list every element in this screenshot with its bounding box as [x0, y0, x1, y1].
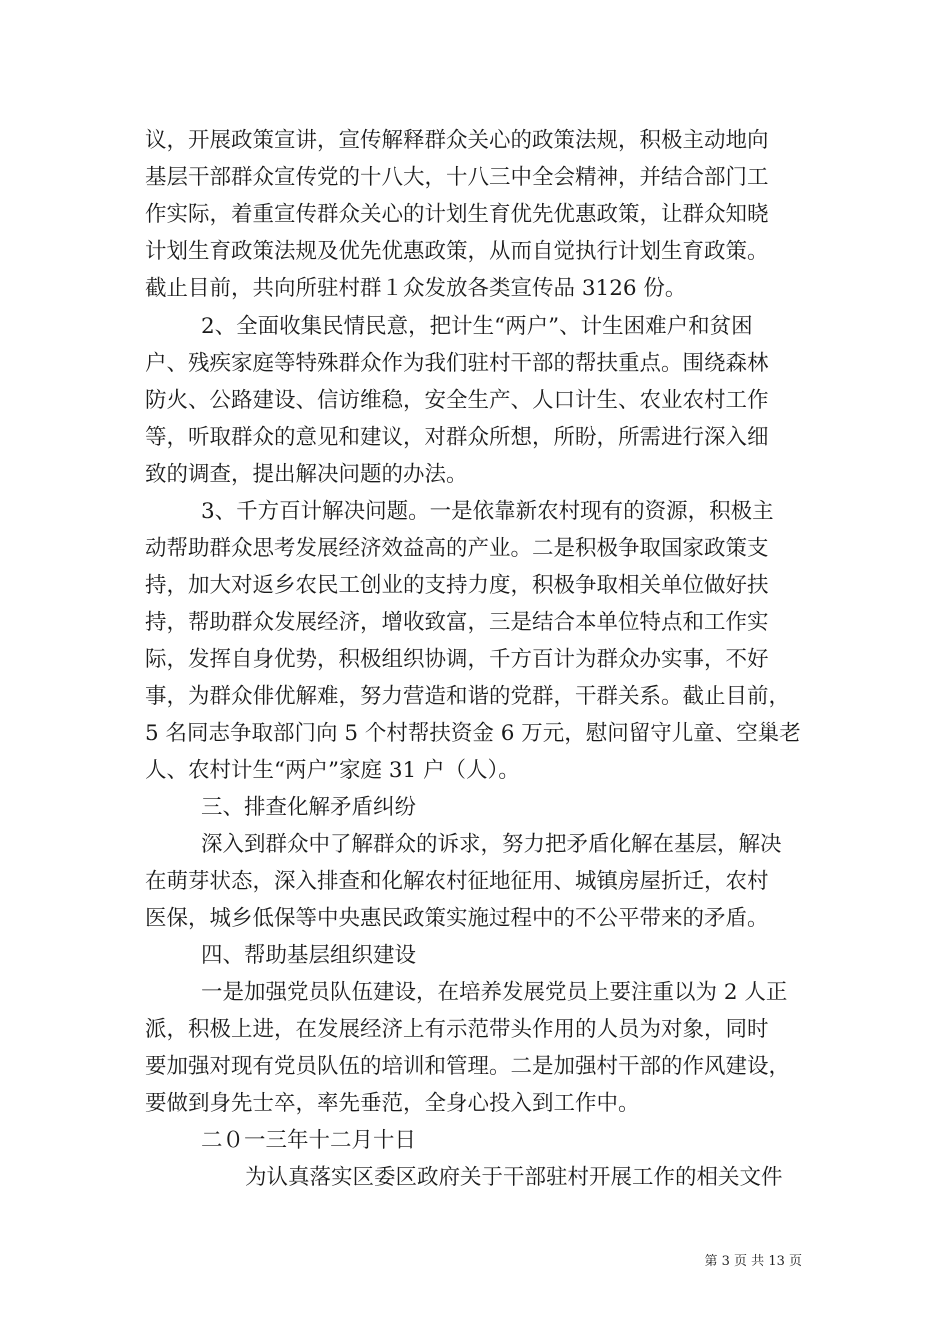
text-line: 计划生育政策法规及优先优惠政策，从而自觉执行计划生育政策。	[145, 239, 769, 264]
text-line: 际，发挥自身优势，积极组织协调，千方百计为群众办实事，不好	[145, 647, 769, 672]
text-line: 一是加强党员队伍建设，在培养发展党员上要注重以为 2 人正	[201, 980, 788, 1005]
text-line: 3、千方百计解决问题。一是依靠新农村现有的资源，积极主	[201, 499, 774, 524]
text-line: 深入到群众中了解群众的诉求，努力把矛盾化解在基层，解决	[201, 832, 782, 857]
section-heading: 四、帮助基层组织建设	[201, 943, 417, 968]
text-line: 事，为群众俳优解难，努力营造和谐的党群，干群关系。截止目前，	[145, 684, 791, 709]
text-line: 要加强对现有党员队伍的培训和管理。二是加强村干部的作风建设，	[145, 1054, 791, 1079]
text-line: 5 名同志争取部门向 5 个村帮扶资金 6 万元，慰问留守儿童、空巢老	[145, 721, 801, 746]
text-line: 持，帮助群众发展经济，增收致富，三是结合本单位特点和工作实	[145, 610, 769, 635]
text-line: 基层干部群众宣传党的十八大，十八三中全会精神，并结合部门工	[145, 165, 769, 190]
text-line: 持，加大对返乡农民工创业的支持力度，积极争取相关单位做好扶	[145, 573, 769, 598]
text-line: 截止目前，共向所驻村群１众发放各类宣传品 3126 份。	[145, 276, 687, 301]
text-line: 为认真落实区委区政府关于干部驻村开展工作的相关文件	[245, 1165, 783, 1190]
text-line: 户、残疾家庭等特殊群众作为我们驻村干部的帮扶重点。围绕森林	[145, 351, 769, 376]
text-line: 2、全面收集民情民意，把计生“两户”、计生困难户和贫困	[201, 314, 753, 339]
text-line: 要做到身先士卒，率先垂范，全身心投入到工作中。	[145, 1091, 640, 1116]
text-line: 议，开展政策宣讲，宣传解释群众关心的政策法规，积极主动地向	[145, 128, 769, 153]
text-line: 防火、公路建设、信访维稳，安全生产、人口计生、农业农村工作	[145, 388, 769, 413]
text-line: 在萌芽状态，深入排查和化解农村征地征用、城镇房屋折迁，农村	[145, 869, 769, 894]
text-line: 致的调查，提出解决问题的办法。	[145, 462, 468, 487]
text-line: 动帮助群众思考发展经济效益高的产业。二是积极争取国家政策支	[145, 536, 769, 561]
date-line: 二０一三年十二月十日	[201, 1128, 417, 1153]
text-line: 医保，城乡低保等中央惠民政策实施过程中的不公平带来的矛盾。	[145, 906, 769, 931]
section-heading: 三、排查化解矛盾纠纷	[201, 795, 417, 820]
text-line: 等，听取群众的意见和建议，对群众所想，所盼，所需进行深入细	[145, 425, 769, 450]
text-line: 人、农村计生“两户”家庭 31 户（人）。	[145, 758, 520, 783]
text-line: 派，积极上进，在发展经济上有示范带头作用的人员为对象，同时	[145, 1017, 769, 1042]
text-line: 作实际，着重宣传群众关心的计划生育优先优惠政策，让群众知晓	[145, 202, 769, 227]
page-footer: 第 3 页 共 13 页	[704, 1254, 802, 1269]
